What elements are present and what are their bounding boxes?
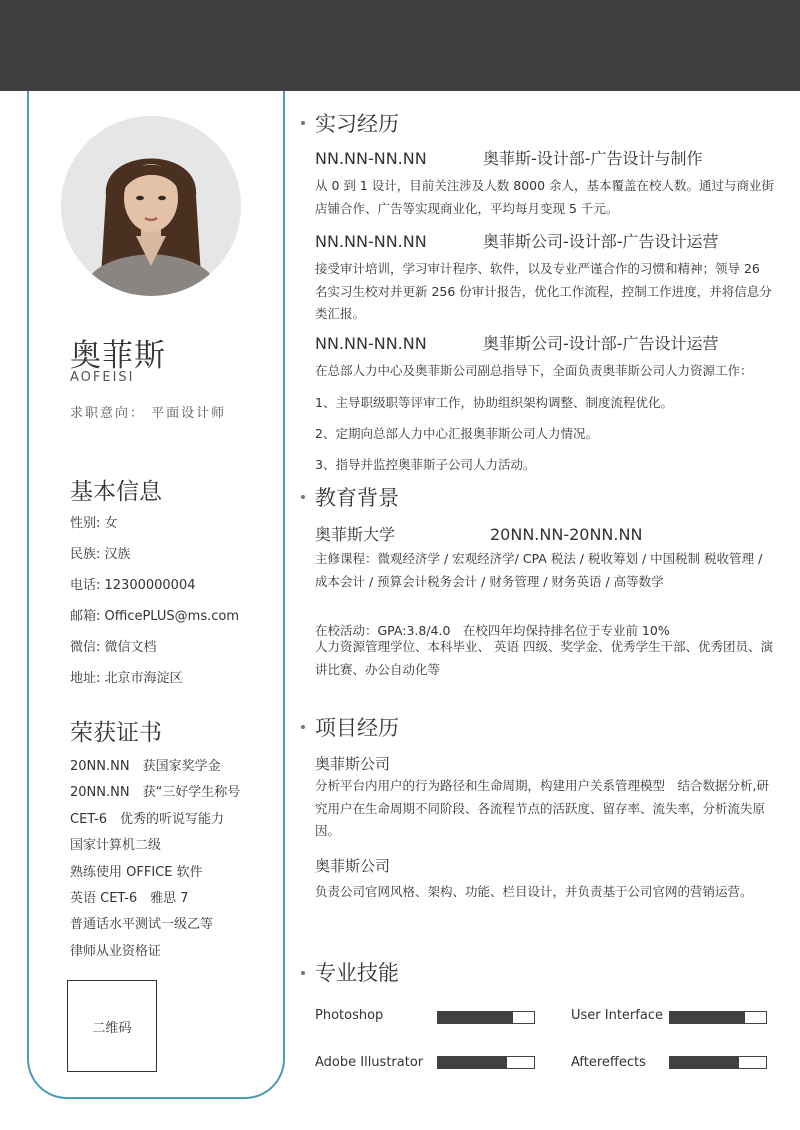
certificate-item: 英语 CET-6 雅思 7	[70, 890, 189, 906]
basic-info-list	[70, 514, 270, 700]
section-bullet-icon	[301, 495, 305, 499]
internship-heading: 实习经历	[315, 112, 399, 136]
skill-name: Photoshop	[315, 1008, 384, 1023]
candidate-name: 奥菲斯	[70, 338, 166, 374]
internship-date: NN.NN-NN.NN	[315, 334, 427, 353]
section-bullet-icon	[301, 725, 305, 729]
skill-level-fill	[670, 1057, 739, 1068]
certificate-item: CET-6 优秀的听说写能力	[70, 811, 225, 827]
address-info: 地址: 北京市海淀区	[70, 671, 183, 686]
internship-entry-header	[315, 331, 719, 354]
internship-point: 1、主导职级职等评审工作，协助组织架构调整、制度流程优化。	[315, 395, 673, 410]
internship-point: 3、指导并监控奥菲斯子公司人力活动。	[315, 457, 536, 472]
project-org: 奥菲斯公司	[315, 857, 391, 875]
certificate-item: 国家计算机二级	[70, 838, 162, 854]
skill-level-bar	[669, 1056, 767, 1069]
education-heading: 教育背景	[315, 486, 399, 510]
phone-info: 电话: 12300000004	[70, 578, 196, 593]
internship-date: NN.NN-NN.NN	[315, 149, 427, 168]
certificates-heading: 荣获证书	[70, 720, 162, 746]
email-info: 邮箱: OfficePLUS@ms.com	[70, 609, 239, 624]
certificate-item: 20NN.NN 获“三好学生称号	[70, 785, 241, 801]
internship-org: 奥菲斯公司-设计部-广告设计运营	[483, 232, 719, 251]
internship-entry-header	[315, 146, 703, 169]
skill-level-fill	[438, 1012, 513, 1023]
internship-description: 接受审计培训，学习审计程序、软件，以及专业严谨合作的习惯和精神；领导 26 名实习生校对并更新 256 份审计报告，优化工作流程，控制工作进度，并将信息分类汇报。	[315, 261, 772, 321]
ethnicity-info: 民族: 汉族	[70, 547, 131, 562]
skills-heading: 专业技能	[315, 961, 399, 985]
certificate-item: 熟练使用 OFFICE 软件	[70, 864, 203, 880]
internship-org: 奥菲斯-设计部-广告设计与制作	[483, 149, 703, 168]
gender-info: 性别: 女	[70, 516, 118, 531]
wechat-info: 微信: 微信文档	[70, 640, 157, 655]
project-description: 负责公司官网风格、架构、功能、栏目设计，并负责基于公司官网的营销运营。	[315, 884, 753, 899]
education-header	[315, 522, 642, 545]
projects-heading: 项目经历	[315, 716, 399, 740]
education-courses: 主修课程：微观经济学 / 宏观经济学/ CPA 税法 / 税收筹划 / 中国税制 税收管理 / 成本会计 / 预算会计税务会计 / 财务管理 / 财务英语 / 高等数学	[315, 551, 763, 589]
section-bullet-icon	[301, 971, 305, 975]
internship-intro: 在总部人力中心及奥菲斯公司副总指导下，全面负责奥菲斯公司人力资源工作：	[315, 363, 753, 378]
skill-level-fill	[670, 1012, 745, 1023]
certificate-item: 律师从业资格证	[70, 943, 162, 959]
skill-name: User Interface	[571, 1008, 663, 1023]
certificates-list	[70, 757, 270, 968]
job-intent: 求职意向： 平面设计师	[70, 406, 227, 421]
education-activity-details: 人力资源管理学位、本科毕业、 英语 四级、奖学金、优秀学生干部、优秀团员、演讲比赛、办公自动化等	[315, 639, 773, 677]
skill-level-fill	[438, 1057, 507, 1068]
education-activity: 在校活动：GPA:3.8/4.0 在校四年均保持排名位于专业前 10%	[315, 623, 670, 638]
qr-code-label: 二维码	[92, 1020, 132, 1036]
project-org: 奥菲斯公司	[315, 755, 391, 773]
skill-level-bar	[437, 1011, 535, 1024]
school-name: 奥菲斯大学	[315, 525, 396, 544]
certificate-item: 20NN.NN 获国家奖学金	[70, 759, 221, 774]
project-description: 分析平台内用户的行为路径和生命周期，构建用户关系管理模型 结合数据分析,研究用户在生命周期不同阶段、各流程节点的活跃度、留存率、流失率，分析流失原因。	[315, 778, 769, 838]
header-bar	[0, 0, 800, 91]
basic-info-heading: 基本信息	[70, 479, 162, 505]
internship-entry-header	[315, 229, 719, 252]
certificate-item: 普通话水平测试一级乙等	[70, 917, 214, 933]
internship-org: 奥菲斯公司-设计部-广告设计运营	[483, 334, 719, 353]
portrait-illustration	[61, 116, 241, 296]
candidate-name-english: AOFEISI	[70, 370, 135, 385]
education-period: 20NN.NN-20NN.NN	[490, 525, 643, 544]
section-bullet-icon	[301, 121, 305, 125]
skill-level-bar	[437, 1056, 535, 1069]
skill-level-bar	[669, 1011, 767, 1024]
internship-description: 从 0 到 1 设计，目前关注涉及人数 8000 余人，基本覆盖在校人数。通过与商业街店铺合作、广告等实现商业化，平均每月变现 5 千元。	[315, 178, 775, 216]
profile-photo	[61, 116, 241, 296]
internship-date: NN.NN-NN.NN	[315, 232, 427, 251]
skill-name: Adobe Illustrator	[315, 1055, 424, 1070]
internship-point: 2、定期向总部人力中心汇报奥菲斯公司人力情况。	[315, 426, 598, 441]
qr-code-placeholder	[67, 980, 157, 1072]
skill-name: Aftereffects	[571, 1055, 646, 1070]
